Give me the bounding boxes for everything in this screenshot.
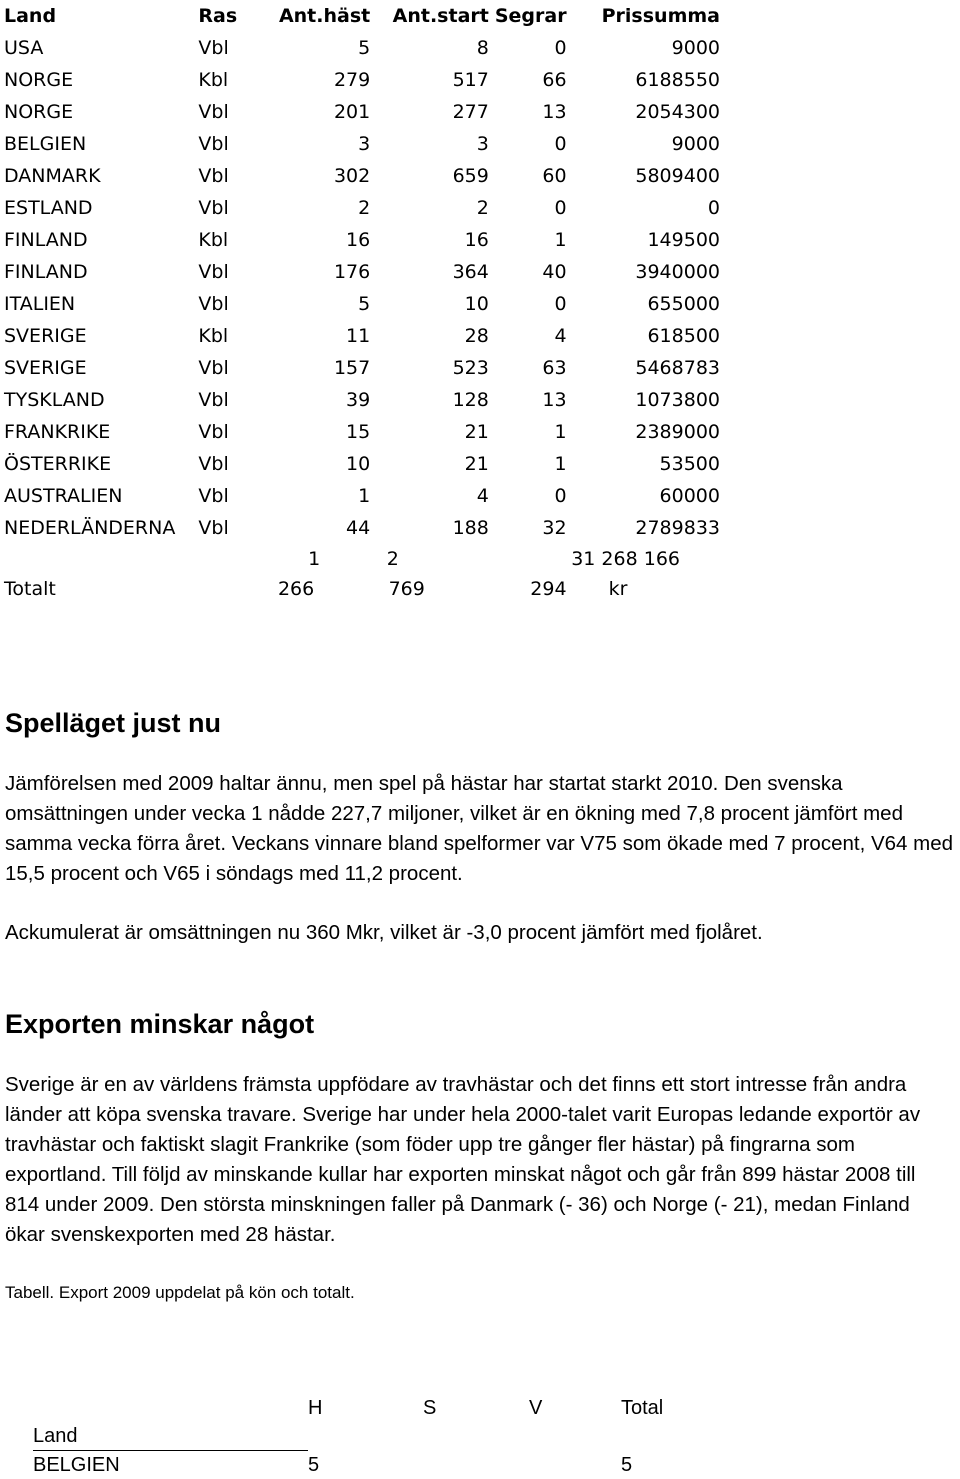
export-header-blank [33, 1394, 308, 1422]
cell-prissumma: 6188550 [635, 69, 720, 91]
export-land-row [33, 1422, 663, 1451]
cell-segrar: 0 [554, 37, 567, 59]
cell-land: USA [4, 37, 44, 59]
table-row [0, 448, 720, 480]
cell-segrar: 0 [554, 197, 567, 219]
total-label: Totalt [4, 578, 56, 600]
table-header-row [0, 0, 720, 32]
cell-segrar: 40 [542, 261, 567, 283]
table-row [0, 352, 720, 384]
table-row [0, 32, 720, 64]
cell-prissumma: 618500 [647, 325, 720, 347]
cell-ant-hast: 44 [346, 517, 371, 539]
cell-ras: Vbl [198, 293, 229, 315]
cell-ant-start: 188 [452, 517, 489, 539]
cell-ant-hast: 1 [358, 485, 371, 507]
cell-land: ÖSTERRIKE [4, 453, 112, 475]
cell-ant-hast: 5 [358, 37, 371, 59]
cell-land: NEDERLÄNDERNA [4, 517, 176, 539]
export-header-h: H [308, 1397, 323, 1419]
cell-segrar: 0 [554, 293, 567, 315]
cell-ant-start: 128 [452, 389, 489, 411]
cell-ant-start: 10 [464, 293, 489, 315]
sum-c2: 2 [386, 548, 399, 570]
cell-segrar: 0 [554, 133, 567, 155]
cell-ras: Vbl [198, 389, 229, 411]
cell-land: TYSKLAND [4, 389, 105, 411]
cell-ras: Vbl [198, 37, 229, 59]
header-land: Land [4, 5, 57, 27]
cell-land: SVERIGE [4, 325, 87, 347]
cell-ant-start: 364 [452, 261, 489, 283]
cell-ant-hast: 11 [346, 325, 371, 347]
cell-segrar: 63 [542, 357, 567, 379]
table-row [0, 384, 720, 416]
cell-ant-hast: 302 [333, 165, 371, 187]
export-header-total: Total [621, 1397, 664, 1419]
table-row [0, 512, 720, 544]
cell-prissumma: 9000 [671, 133, 720, 155]
cell-segrar: 32 [542, 517, 567, 539]
cell-prissumma: 2789833 [635, 517, 720, 539]
cell-land: BELGIEN [4, 133, 87, 155]
cell-ant-start: 21 [464, 453, 489, 475]
export-header-s: S [423, 1397, 437, 1419]
export-cell: 5 [308, 1454, 320, 1476]
cell-ras: Kbl [198, 69, 229, 91]
cell-ant-start: 28 [464, 325, 489, 347]
table-row [0, 64, 720, 96]
cell-land: FRANKRIKE [4, 421, 111, 443]
total-unit: kr [608, 578, 628, 600]
cell-prissumma: 53500 [659, 453, 720, 475]
total-ant-hast: 266 [277, 578, 315, 600]
cell-ant-hast: 2 [358, 197, 371, 219]
cell-prissumma: 5468783 [635, 357, 720, 379]
export-row [33, 1451, 663, 1479]
cell-ras: Vbl [198, 197, 229, 219]
cell-ant-start: 16 [464, 229, 489, 251]
cell-ant-hast: 3 [358, 133, 371, 155]
export-cell: 5 [621, 1454, 633, 1476]
results-table [0, 0, 720, 604]
cell-land: DANMARK [4, 165, 101, 187]
cell-prissumma: 1073800 [635, 389, 720, 411]
header-ras: Ras [198, 5, 238, 27]
section-heading: Spelläget just nu [5, 708, 222, 738]
table-row [0, 224, 720, 256]
cell-segrar: 60 [542, 165, 567, 187]
table-row [0, 320, 720, 352]
table-row [0, 192, 720, 224]
cell-prissumma: 0 [707, 197, 720, 219]
cell-ant-hast: 15 [346, 421, 371, 443]
cell-segrar: 0 [554, 485, 567, 507]
cell-prissumma: 2389000 [635, 421, 720, 443]
cell-ant-start: 8 [476, 37, 489, 59]
export-header-row [33, 1394, 663, 1422]
table-row [0, 480, 720, 512]
cell-ras: Vbl [198, 357, 229, 379]
sum-row [0, 544, 720, 574]
cell-prissumma: 60000 [659, 485, 720, 507]
cell-prissumma: 9000 [671, 37, 720, 59]
total-row [0, 574, 720, 604]
export-land-label: Land [33, 1422, 308, 1451]
cell-ant-start: 523 [452, 357, 489, 379]
cell-prissumma: 3940000 [635, 261, 720, 283]
header-ant-hast: Ant.häst [278, 5, 371, 27]
export-table [33, 1394, 663, 1479]
cell-land: NORGE [4, 69, 74, 91]
export-table-body [33, 1451, 663, 1479]
export-cell: BELGIEN [33, 1454, 120, 1476]
section-heading: Exporten minskar något [5, 1009, 315, 1039]
cell-ant-hast: 279 [333, 69, 371, 91]
cell-ras: Vbl [198, 517, 229, 539]
cell-segrar: 66 [542, 69, 567, 91]
cell-ras: Kbl [198, 325, 229, 347]
cell-ant-start: 3 [476, 133, 489, 155]
cell-segrar: 1 [554, 229, 567, 251]
cell-ras: Vbl [198, 485, 229, 507]
cell-segrar: 13 [542, 101, 567, 123]
cell-prissumma: 2054300 [635, 101, 720, 123]
cell-ant-hast: 16 [346, 229, 371, 251]
cell-prissumma: 5809400 [635, 165, 720, 187]
cell-ant-hast: 10 [346, 453, 371, 475]
cell-land: FINLAND [4, 229, 88, 251]
cell-ras: Vbl [198, 453, 229, 475]
section-spellaget [5, 708, 955, 948]
cell-land: ITALIEN [4, 293, 76, 315]
export-cell [423, 1451, 529, 1479]
cell-ant-hast: 5 [358, 293, 371, 315]
cell-ras: Vbl [198, 421, 229, 443]
cell-segrar: 4 [554, 325, 567, 347]
header-segrar: Segrar [494, 5, 567, 27]
cell-land: SVERIGE [4, 357, 87, 379]
table-caption: Tabell. Export 2009 uppdelat på kön och totalt. [5, 1283, 355, 1302]
cell-segrar: 1 [554, 421, 567, 443]
cell-land: FINLAND [4, 261, 88, 283]
cell-ras: Kbl [198, 229, 229, 251]
table-row [0, 288, 720, 320]
cell-land: AUSTRALIEN [4, 485, 123, 507]
export-header-v: V [529, 1397, 543, 1419]
table-row [0, 416, 720, 448]
cell-ant-hast: 157 [333, 357, 371, 379]
cell-ant-hast: 201 [333, 101, 371, 123]
cell-prissumma: 149500 [647, 229, 720, 251]
table-row [0, 256, 720, 288]
sum-prissumma: 31 268 166 [571, 548, 680, 570]
cell-segrar: 1 [554, 453, 567, 475]
cell-ant-start: 4 [476, 485, 489, 507]
cell-ant-start: 277 [452, 101, 489, 123]
cell-ant-hast: 176 [333, 261, 371, 283]
paragraph: Ackumulerat är omsättningen nu 360 Mkr, vilket är -3,0 procent jämfört med fjolåret. [5, 921, 763, 944]
cell-ras: Vbl [198, 133, 229, 155]
paragraph: Jämförelsen med 2009 haltar ännu, men spel på hästar har startat starkt 2010. Den svenska omsättningen under vecka 1 nådde 227,7 miljoner, vilket är en ökning med 7,8 procent jämfört med samma vecka förra året. Veckans vinnare bland spelformer var V75 som ökade med 7 procent, V64 med 15,5 procent och V65 i söndags med 11,2 procent. [5, 772, 954, 885]
total-segrar: 294 [530, 578, 567, 600]
cell-ant-hast: 39 [346, 389, 371, 411]
total-ant-start: 769 [388, 578, 425, 600]
paragraph: Sverige är en av världens främsta uppfödare av travhästar och det finns ett stort intresse från andra länder att köpa svenska travare. Sverige har under hela 2000-talet varit Europas ledande exportör av travhästar och faktiskt slagit Frankrike (som föder upp tre gånger fler hästar) på fingrarna som exportland. Till följd av minskande kullar har exporten minskat något och går från 899 hästar 2008 till 814 under 2009. Den största minskningen faller på Danmark (- 36) och Norge (- 21), medan Finland ökar svenskexporten med 28 hästar. [5, 1073, 921, 1246]
cell-segrar: 13 [542, 389, 567, 411]
sum-c1: 1 [308, 548, 321, 570]
cell-ras: Vbl [198, 261, 229, 283]
table-row [0, 96, 720, 128]
cell-land: NORGE [4, 101, 74, 123]
cell-ras: Vbl [198, 101, 229, 123]
cell-land: ESTLAND [4, 197, 93, 219]
table-row [0, 160, 720, 192]
cell-prissumma: 655000 [647, 293, 720, 315]
header-ant-start: Ant.start [392, 5, 489, 27]
results-table-body [0, 32, 720, 544]
cell-ras: Vbl [198, 165, 229, 187]
table-row [0, 128, 720, 160]
header-prissumma: Prissumma [601, 5, 720, 27]
section-export [5, 1009, 955, 1308]
cell-ant-start: 2 [476, 197, 489, 219]
cell-ant-start: 517 [452, 69, 489, 91]
cell-ant-start: 659 [452, 165, 489, 187]
cell-ant-start: 21 [464, 421, 489, 443]
export-cell [529, 1451, 621, 1479]
